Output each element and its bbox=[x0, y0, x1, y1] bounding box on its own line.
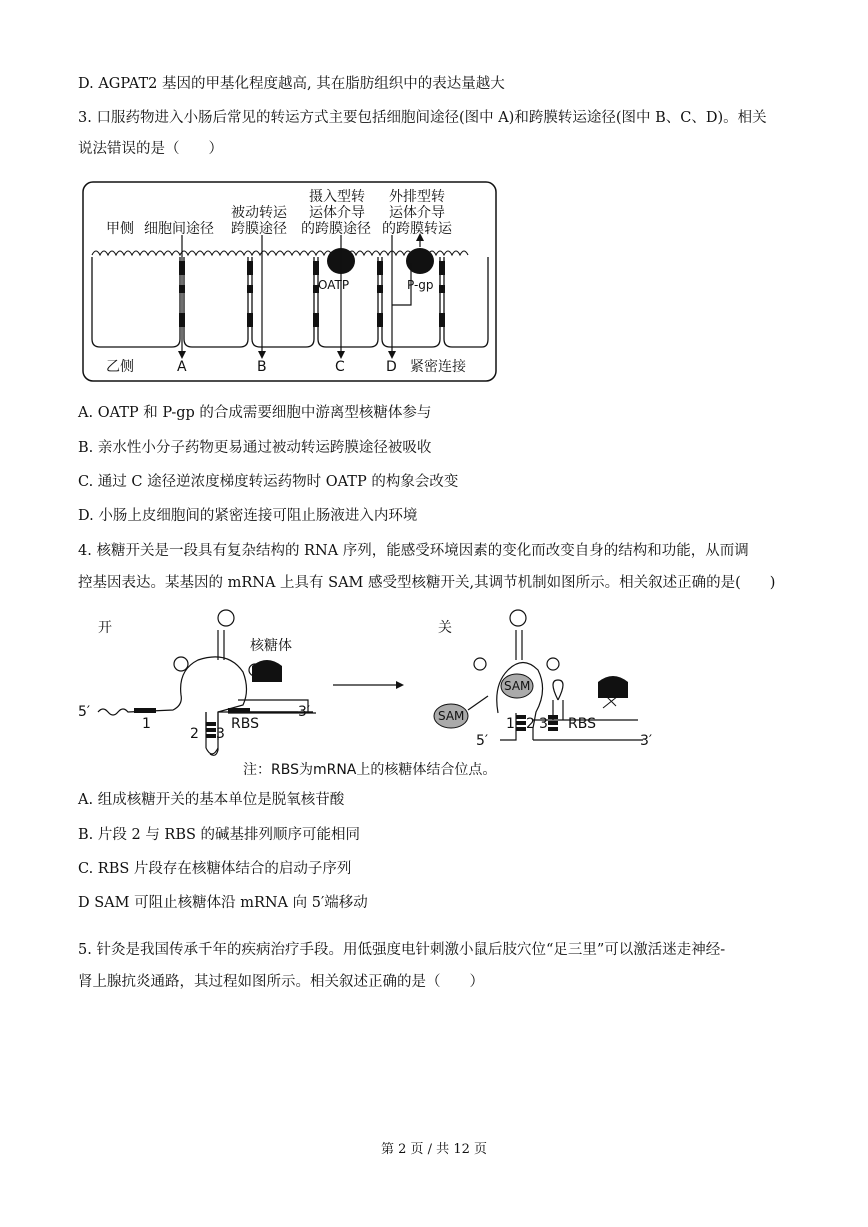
rbs-label-on: RBS bbox=[231, 716, 259, 732]
uptake-label-3: 的跨膜途径 bbox=[301, 221, 371, 237]
q3-stem-line2: 说法错误的是（ ） bbox=[78, 141, 223, 157]
page-footer: 第 2 页 / 共 12 页 bbox=[381, 1142, 487, 1157]
side-bottom-label: 乙侧 bbox=[106, 359, 134, 375]
q2-option-d: D. AGPAT2 基因的甲基化程度越高, 其在脂肪组织中的表达量越大 bbox=[78, 76, 505, 92]
passive-label-1: 被动转运 bbox=[231, 205, 287, 221]
five-prime-label-on: 5′ bbox=[78, 704, 91, 720]
on-label: 开 bbox=[98, 620, 112, 636]
q3-option-c: C. 通过 C 途径逆浓度梯度转运药物时 OATP 的构象会改变 bbox=[78, 474, 459, 490]
riboswitch-note: 注：RBS为mRNA上的核糖体结合位点。 bbox=[243, 762, 497, 778]
three-prime-label-on: 3′ bbox=[298, 704, 311, 720]
q4-option-c: C. RBS 片段存在核糖体结合的启动子序列 bbox=[78, 861, 352, 877]
intestinal-transport-figure bbox=[82, 181, 498, 383]
q5-stem-line1: 5. 针灸是我国传承千年的疾病治疗手段。用低强度电针刺激小鼠后肢穴位“足三里”可以激活迷走神经- bbox=[78, 942, 726, 958]
q3-option-a: A. OATP 和 P-gp 的合成需要细胞中游离型核糖体参与 bbox=[78, 405, 432, 421]
q3-option-d: D. 小肠上皮细胞间的紧密连接可阻止肠液进入内环境 bbox=[78, 508, 418, 524]
path-b-label: B bbox=[257, 359, 267, 375]
q4-option-a: A. 组成核糖开关的基本单位是脱氧核苷酸 bbox=[78, 792, 345, 808]
seg3-label-on: 3 bbox=[216, 726, 225, 742]
uptake-label-2: 运体介导 bbox=[309, 205, 365, 221]
ribosome-label: 核糖体 bbox=[250, 638, 292, 654]
passive-label-2: 跨膜途径 bbox=[231, 221, 287, 237]
sam-label-bound: SAM bbox=[504, 679, 531, 693]
sam-label-free: SAM bbox=[438, 709, 465, 723]
path-c-label: C bbox=[335, 359, 345, 375]
rbs-label-off: RBS bbox=[568, 716, 596, 732]
efflux-label-2: 运体介导 bbox=[389, 205, 445, 221]
oatp-label: OATP bbox=[318, 278, 350, 292]
five-prime-label-off: 5′ bbox=[476, 733, 489, 749]
efflux-label-3: 的跨膜转运 bbox=[382, 221, 452, 237]
path-d-label: D bbox=[386, 359, 397, 375]
seg1-label-off: 1 bbox=[506, 716, 515, 732]
riboswitch-figure bbox=[78, 600, 678, 785]
uptake-label-1: 摄入型转 bbox=[309, 189, 365, 205]
paracellular-label: 细胞间途径 bbox=[144, 221, 214, 237]
path-a-label: A bbox=[177, 359, 187, 375]
efflux-label-1: 外排型转 bbox=[389, 189, 445, 205]
q4-stem-line2: 控基因表达。某基因的 mRNA 上具有 SAM 感受型核糖开关,其调节机制如图所示。相关叙述正确的是( ) bbox=[78, 575, 776, 591]
off-label: 关 bbox=[438, 620, 452, 636]
seg1-label-on: 1 bbox=[142, 716, 151, 732]
seg2-label-on: 2 bbox=[190, 726, 199, 742]
seg2-label-off: 2 bbox=[526, 716, 535, 732]
pgp-label: P-gp bbox=[407, 278, 434, 292]
seg3-label-off: 3 bbox=[539, 716, 548, 732]
side-top-label: 甲侧 bbox=[106, 221, 134, 237]
tight-junction-label: 紧密连接 bbox=[410, 359, 466, 375]
q3-stem-line1: 3. 口服药物进入小肠后常见的转运方式主要包括细胞间途径(图中 A)和跨膜转运途径(图中 B、C、D)。相关 bbox=[78, 110, 767, 126]
q4-option-b: B. 片段 2 与 RBS 的碱基排列顺序可能相同 bbox=[78, 827, 361, 843]
q4-option-d: D SAM 可阻止核糖体沿 mRNA 向 5′端移动 bbox=[78, 895, 368, 911]
q5-stem-line2: 肾上腺抗炎通路，其过程如图所示。相关叙述正确的是（ ） bbox=[78, 974, 484, 990]
three-prime-label-off: 3′ bbox=[640, 733, 653, 749]
q4-stem-line1: 4. 核糖开关是一段具有复杂结构的 RNA 序列，能感受环境因素的变化而改变自身的结构和功能，从而调 bbox=[78, 543, 749, 559]
q3-option-b: B. 亲水性小分子药物更易通过被动转运跨膜途径被吸收 bbox=[78, 440, 432, 456]
